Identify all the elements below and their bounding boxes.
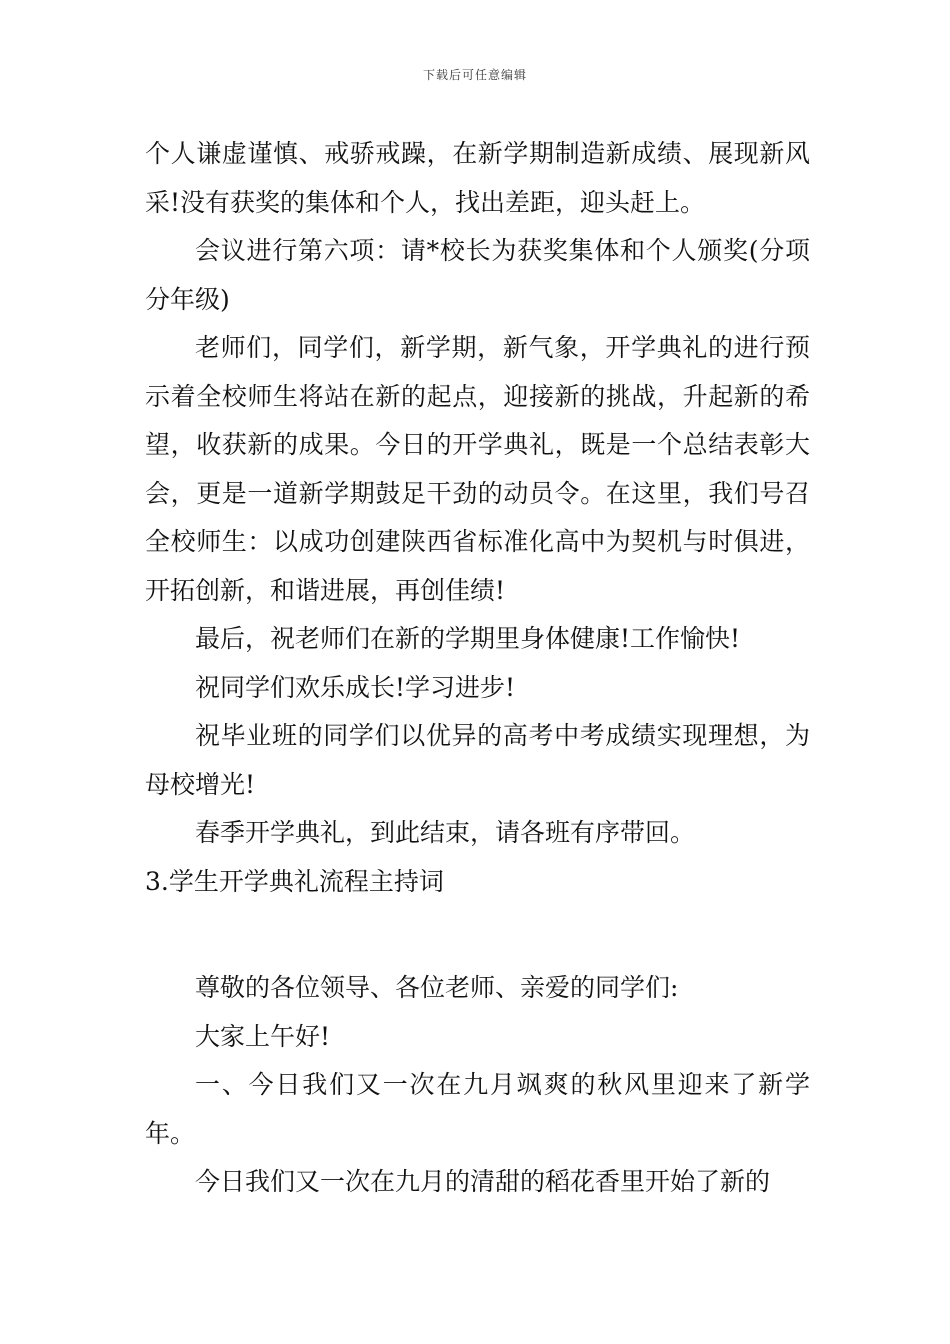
paragraph-2: 会议进行第六项：请*校长为获奖集体和个人颁奖(分项分年级)	[145, 236, 810, 314]
paragraph-10: 一、今日我们又一次在九月飒爽的秋风里迎来了新学年。	[145, 1070, 810, 1148]
blank-line	[145, 906, 810, 964]
paragraph-7: 春季开学典礼，到此结束，请各班有序带回。	[195, 818, 696, 847]
paragraph-3: 老师们，同学们，新学期，新气象，开学典礼的进行预示着全校师生将站在新的起点，迎接新的挑战，升起新的希望，收获新的成果。今日的开学典礼，既是一个总结表彰大会，更是一道新学期鼓足干劲的动员令。在这里，我们号召全校师生：以成功创建陕西省标准化高中为契机与时俱进，开拓创新，和谐进展，再创佳绩!	[145, 333, 810, 605]
paragraph-9: 大家上午好!	[195, 1021, 331, 1051]
section-heading: 3.学生开学典礼流程主持词	[145, 866, 444, 896]
paragraph-5: 祝同学们欢乐成长!学习进步!	[195, 672, 516, 702]
document-body	[145, 130, 810, 1207]
paragraph-4: 最后，祝老师们在新的学期里身体健康!工作愉快!	[195, 624, 741, 653]
paragraph-6: 祝毕业班的同学们以优异的高考中考成绩实现理想，为母校增光!	[145, 721, 810, 799]
paragraph-11: 今日我们又一次在九月的清甜的稻花香里开始了新的	[195, 1167, 771, 1196]
page-header: 下载后可任意编辑	[422, 68, 527, 82]
paragraph-8: 尊敬的各位领导、各位老师、亲爱的同学们:	[195, 973, 679, 1002]
paragraph-1: 个人谦虚谨慎、戒骄戒躁，在新学期制造新成绩、展现新风采!没有获奖的集体和个人，找出差距，迎头赶上。	[145, 139, 810, 217]
